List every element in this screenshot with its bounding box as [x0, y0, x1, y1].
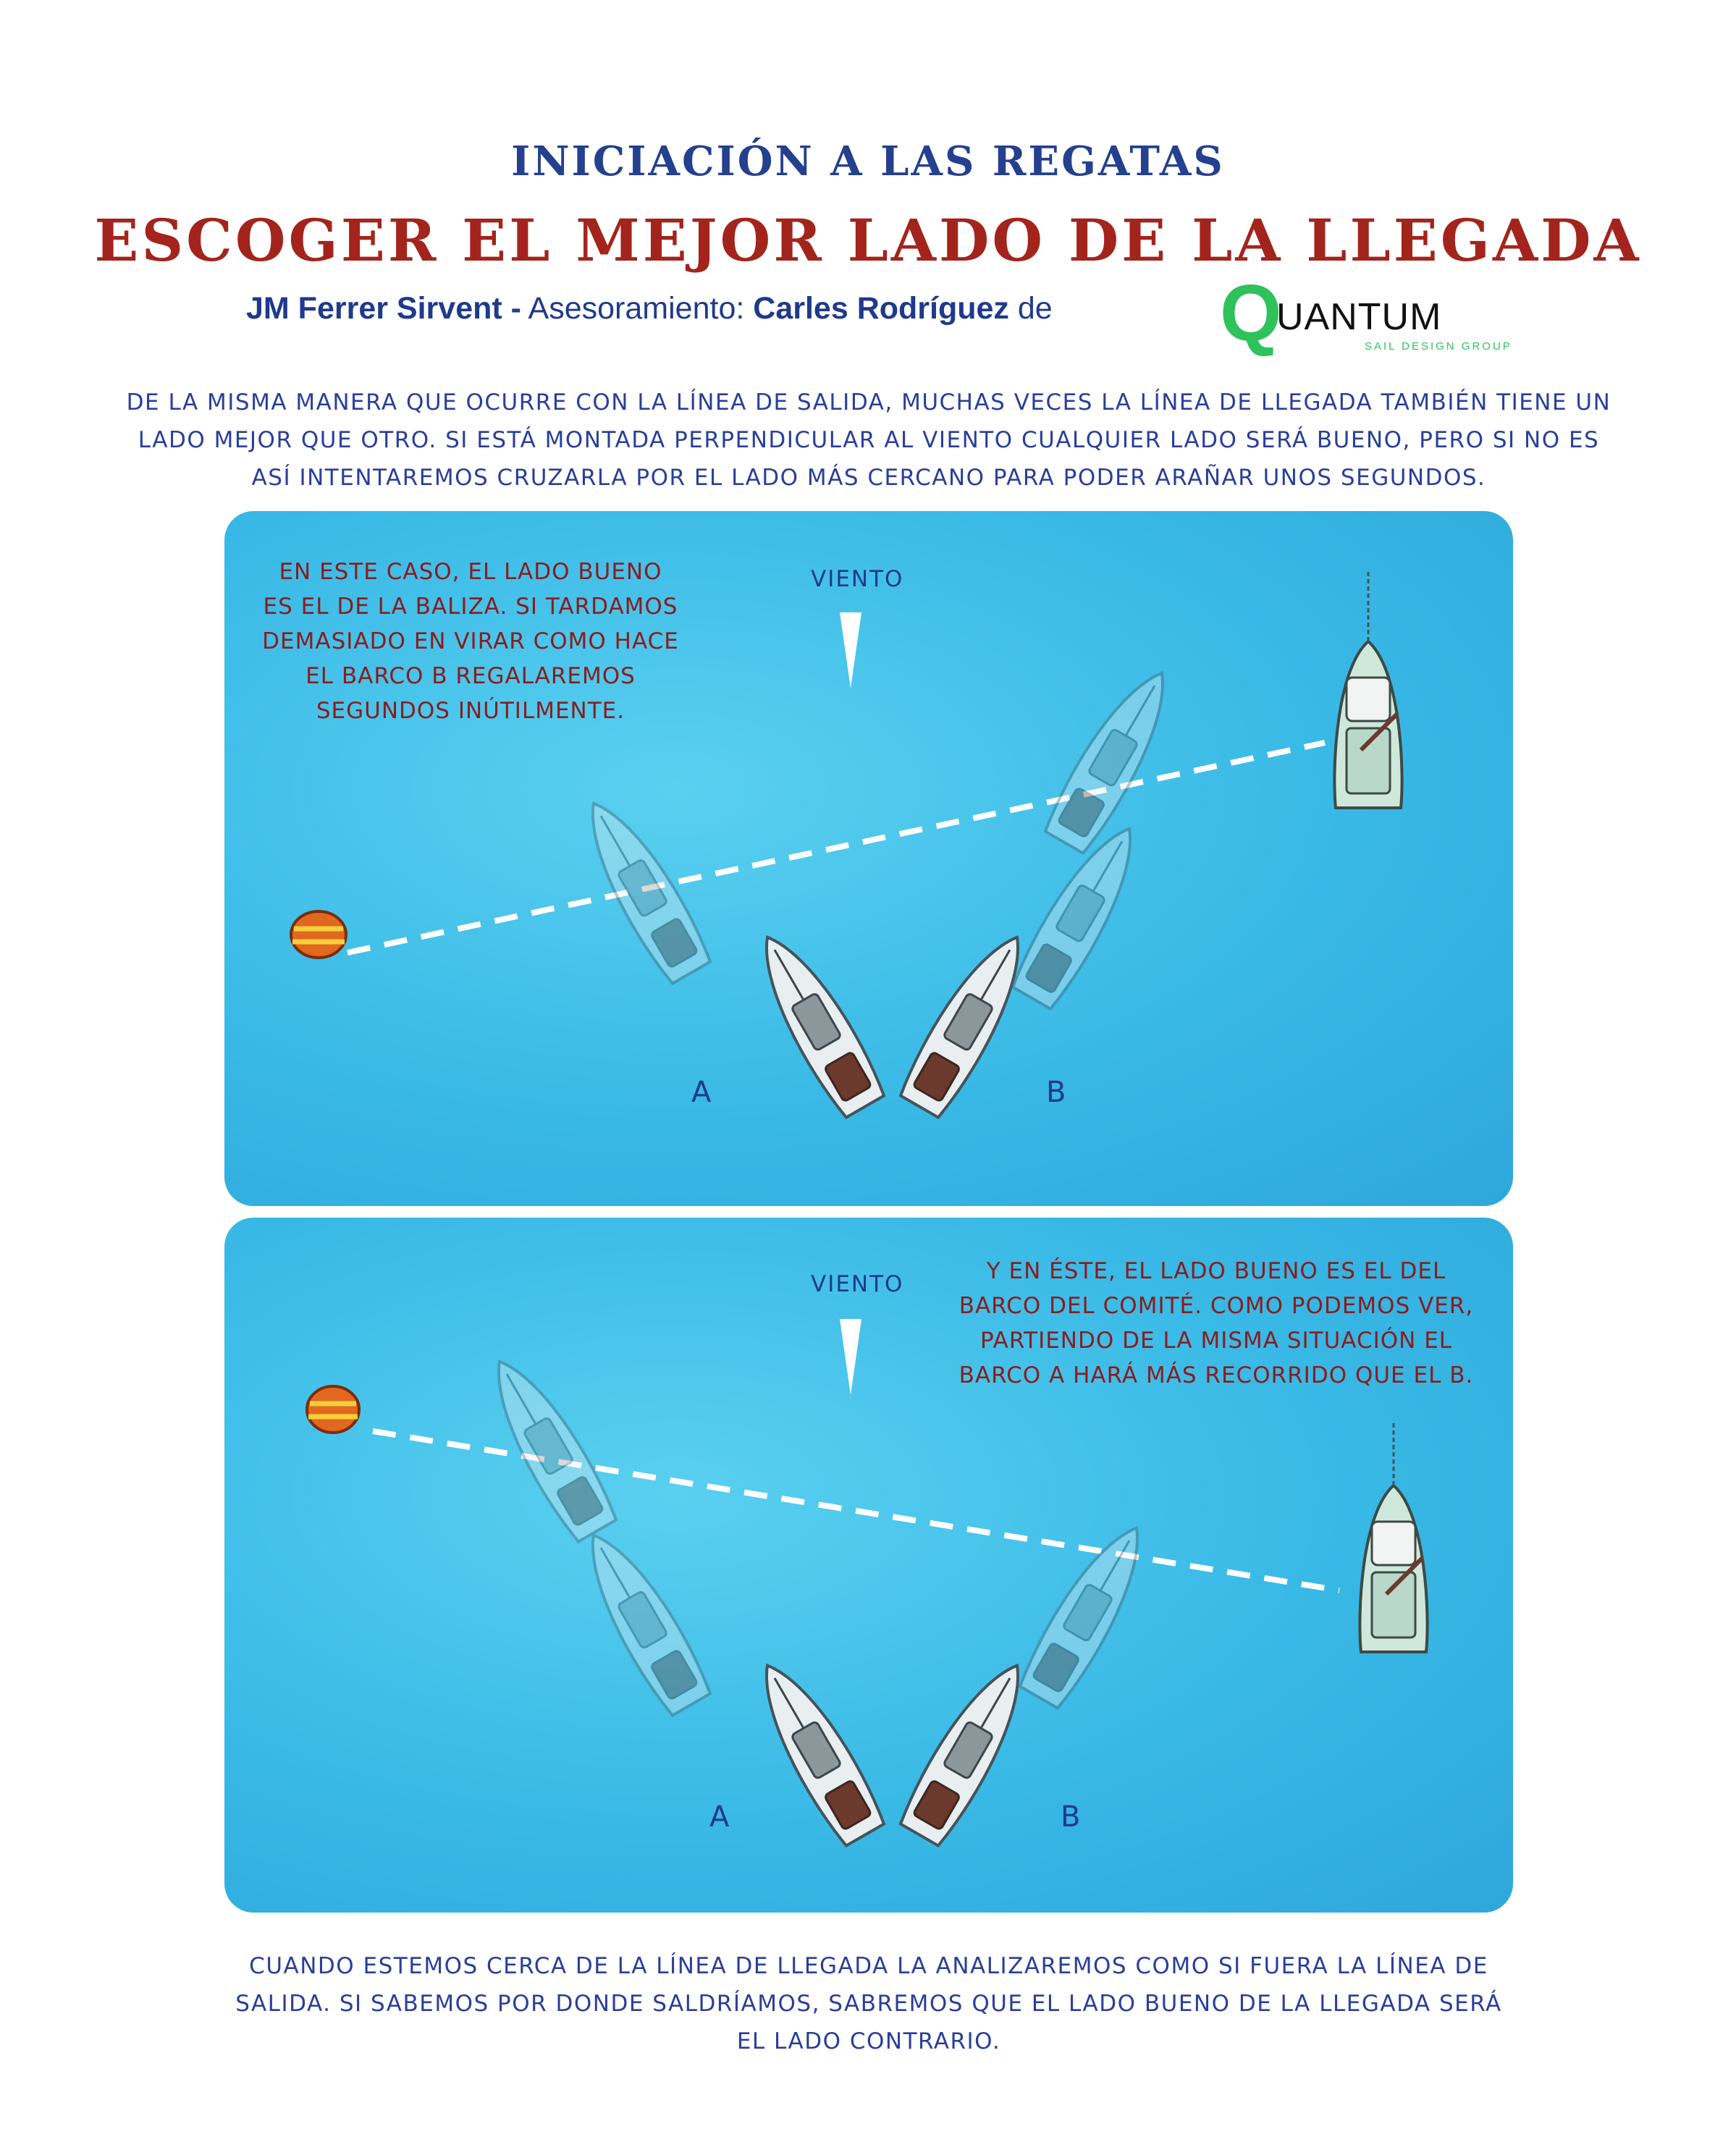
boat-a-2: [743, 1652, 888, 1849]
logo-q-letter: Q: [1220, 269, 1282, 358]
ghost-boats-2: [476, 1348, 1160, 1719]
author-name: JM Ferrer Sirvent -: [246, 291, 521, 326]
wind-label-1: VIENTO: [811, 566, 904, 592]
diagram-panel-1: [224, 511, 1513, 1206]
advice-label: Asesoramiento:: [528, 291, 745, 326]
page-title: ESCOGER EL MEJOR LADO DE LA LLEGADA: [94, 206, 1642, 274]
wind-arrow-1: [840, 612, 861, 688]
advisor-suffix: de: [1017, 291, 1053, 326]
committee-boat-1: [1334, 641, 1402, 808]
logo-subtitle: SAIL DESIGN GROUP: [1365, 340, 1512, 353]
panel-2-note: Y EN ÉSTE, EL LADO BUENO ES EL DEL BARCO DEL COMITÉ. COMO PODEMOS VER, PARTIENDO DE LA MISMA SITUACIÓN EL BARCO A HARÁ MÁS RECORRIDO QUE EL B.: [958, 1258, 1474, 1388]
logo-word: UANTUM: [1276, 296, 1442, 338]
finish-line-2: [373, 1431, 1339, 1590]
advisor-name: Carles Rodríguez: [753, 291, 1009, 326]
credits-line: [246, 291, 1053, 326]
finish-line-1: [347, 743, 1325, 953]
buoy-1: [291, 911, 346, 958]
boat-b-label-2: B: [1061, 1800, 1081, 1834]
boat-b-1: [896, 924, 1040, 1121]
committee-boat-2: [1360, 1485, 1427, 1652]
wind-arrow-2: [840, 1319, 861, 1395]
outro-text: CUANDO ESTEMOS CERCA DE LA LÍNEA DE LLEGADA LA ANALIZAREMOS COMO SI FUERA LA LÍNEA DE SALIDA. SI SABEMOS POR DONDE SALDRÍAMOS, SABREMOS QUE EL LADO BUENO DE LA LLEGADA SERÁ EL LADO CONTRARIO.: [235, 1953, 1502, 2054]
quantum-logo: [1220, 269, 1512, 361]
boat-a-label-2: A: [709, 1800, 730, 1834]
boat-a-label-1: A: [691, 1076, 712, 1109]
series-title: INICIACIÓN A LAS REGATAS: [511, 138, 1225, 185]
panel-1-note: EN ESTE CASO, EL LADO BUENO ES EL DE LA BALIZA. SI TARDAMOS DEMASIADO EN VIRAR COMO HACE EL BARCO B REGALAREMOS SEGUNDOS INÚTILMENTE.: [262, 559, 679, 724]
boat-b-label-1: B: [1046, 1076, 1066, 1109]
boat-a-1: [743, 924, 888, 1121]
boat-b-2: [896, 1652, 1040, 1849]
diagram-panel-2: [224, 1218, 1513, 1913]
intro-text: DE LA MISMA MANERA QUE OCURRE CON LA LÍNEA DE SALIDA, MUCHAS VECES LA LÍNEA DE LLEGADA TAMBIÉN TIENE UN LADO MEJOR QUE OTRO. SI ESTÁ MONTADA PERPENDICULAR AL VIENTO CUALQUIER LADO SERÁ BUENO, PERO SI NO ES ASÍ INTENTAREMOS CRUZARLA POR EL LADO MÁS CERCANO PARA PODER ARAÑAR UNOS SEGUNDOS.: [126, 389, 1611, 491]
wind-label-2: VIENTO: [811, 1271, 904, 1297]
buoy-2: [307, 1386, 359, 1433]
